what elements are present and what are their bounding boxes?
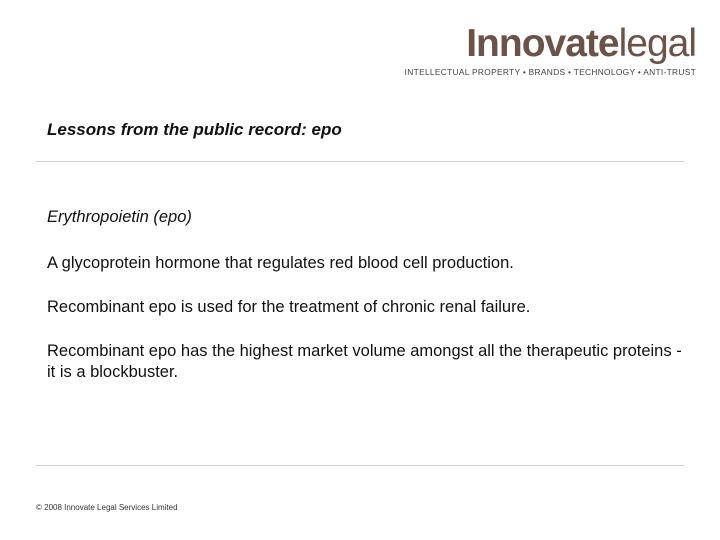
paragraph-definition: A glycoprotein hormone that regulates red blood cell production. xyxy=(47,254,514,272)
logo-name-light: legal xyxy=(618,22,696,65)
top-divider xyxy=(36,161,684,162)
slide-body xyxy=(47,207,687,406)
bottom-divider xyxy=(36,465,684,466)
slide-title: Lessons from the public record: epo xyxy=(47,120,342,139)
logo-name-bold: Innovate xyxy=(466,22,619,65)
paragraph-use: Recombinant epo is used for the treatment of chronic renal failure. xyxy=(47,298,531,316)
paragraph-subject: Erythropoietin (epo) xyxy=(47,208,192,226)
logo-wordmark xyxy=(396,24,696,64)
company-logo xyxy=(396,24,696,77)
paragraph-market: Recombinant epo has the highest market volume amongst all the therapeutic proteins - it is a blockbuster. xyxy=(47,342,682,381)
copyright-footer: © 2008 Innovate Legal Services Limited xyxy=(36,503,178,512)
logo-tagline: INTELLECTUAL PROPERTY • BRANDS • TECHNOLOGY • ANTI-TRUST xyxy=(404,67,696,77)
